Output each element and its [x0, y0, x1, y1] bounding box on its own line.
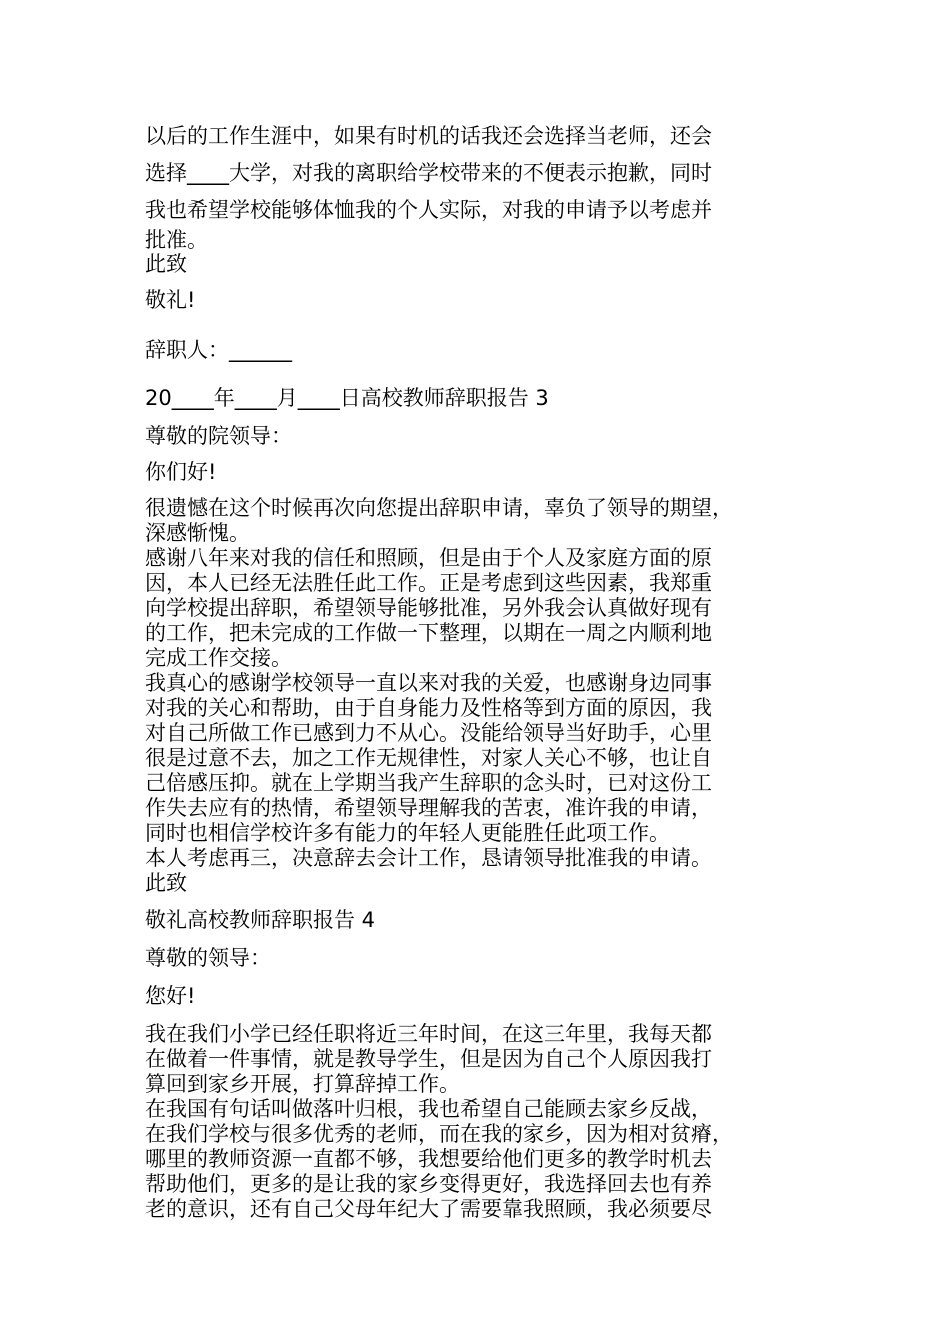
closing-regards: 敬礼! — [145, 288, 196, 312]
closing-salutation: 此致 — [145, 252, 187, 276]
report-4-heading: 敬礼高校教师辞职报告 4 — [145, 908, 376, 932]
report-3-salutation: 尊敬的院领导： — [145, 424, 292, 448]
report-4-greeting: 您好! — [145, 984, 196, 1008]
paragraph-approve: 批准。 — [145, 228, 208, 252]
report-3-greeting: 你们好! — [145, 460, 217, 484]
report-3-heading: 20____年____月____日高校教师辞职报告 3 — [145, 386, 549, 410]
paragraph-career-closing: 以后的工作生涯中，如果有时机的话我还会选择当老师，还会 选择____大学，对我的离职给学校带来的不便表示抱歉，同时 我也希望学校能够体恤我的个人实际，对我的申请予以考虑并 — [145, 124, 712, 222]
report-4-body: 我在我们小学已经任职将近三年时间，在这三年里，我每天都 在做着一件事情，就是教导学生，但是因为自己个人原因我打 算回到家乡开展，打算辞掉工作。 在我国有句话叫做落叶归根，我也希望自己能顾去家乡反战， 在我们学校与很多优秀的老师，而在我的家乡，因为相对贫瘠， 哪里的教师资源一直都不够，我想要给他们更多的教学时机去 帮助他们，更多的是让我的家乡变得更好，我选择回去也有养 老的意识，还有自己父母年纪大了需要靠我照顾，我必须要尽 — [145, 1022, 733, 1221]
report-3-body: 很遗憾在这个时候再次向您提出辞职申请，辜负了领导的期望， 深感惭愧。 感谢八年来对我的信任和照顾，但是由于个人及家庭方面的原 因，本人已经无法胜任此工作。正是考虑到这些因素，我郑重 向学校提出辞职，希望领导能够批准，另外我会认真做好现有 的工作，把未完成的工作做一下整理，以期在一周之内顺利地 完成工作交接。 我真心的感谢学校领导一直以来对我的关爱，也感谢身边同事 对我的关心和帮助，由于自身能力及性格等到方面的原因，我 对自己所做工作已感到力不从心。没能给领导当好助手，心里 很是过意不去，加之工作无规律性，对家人关心不够，也让自 己倍感压抑。就在上学期当我产生辞职的念头时，已对这份工 作失去应有的热情，希望领导理解我的苦衷，准许我的申请， 同时也相信学校许多有能力的年轻人更能胜任此项工作。 本人考虑再三，决意辞去会计工作，恳请领导批准我的申请。 此致 — [145, 496, 733, 895]
report-4-salutation: 尊敬的领导： — [145, 946, 271, 970]
signature-line: 辞职人：______ — [145, 338, 292, 362]
